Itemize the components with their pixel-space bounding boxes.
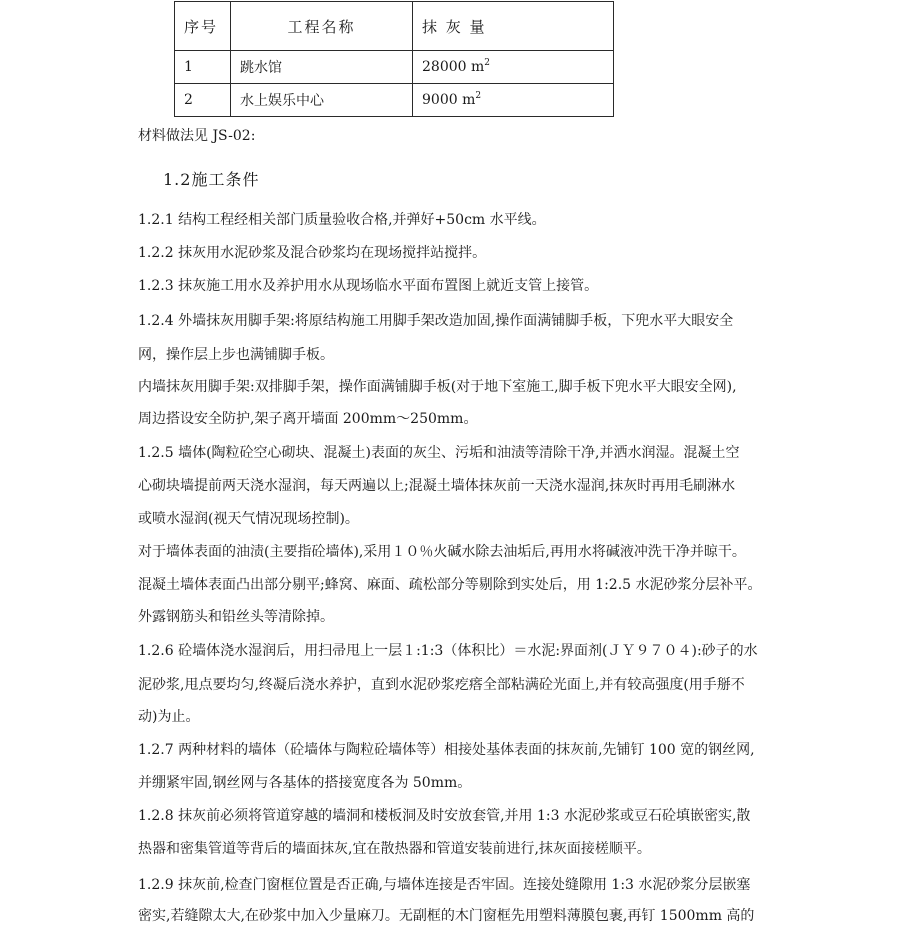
- section-heading: 1.2施工条件: [163, 170, 260, 189]
- text-line: 1.2.7 两种材料的墙体（砼墙体与陶粒砼墙体等）相接处基体表面的抹灰前,先铺钉 100 宽的钢丝网,: [138, 742, 755, 758]
- text-line: 网，操作层上步也满铺脚手板。: [138, 347, 334, 363]
- unit-superscript: 2: [484, 58, 490, 68]
- text-line: 1.2.8 抹灰前必须将管道穿越的墙洞和楼板洞及时安放套管,并用 1:3 水泥砂浆或豆石砼填嵌密实,散: [138, 808, 751, 824]
- amount-value: 28000 m: [422, 59, 485, 75]
- text-line: 1.2.4 外墙抹灰用脚手架:将原结构施工用脚手架改造加固,操作面满铺脚手板，下兜水平大眼安全: [138, 313, 734, 329]
- text-line: 热器和密集管道等背后的墙面抹灰,宜在散热器和管道安装前进行,抹灰面接槎顺平。: [138, 841, 651, 857]
- text-line: 并绷紧牢固,钢丝网与各基体的搭接宽度各为 50mm。: [138, 775, 472, 791]
- row-index: 2: [175, 84, 231, 117]
- unit-superscript: 2: [475, 91, 482, 101]
- header-index: 序号: [175, 2, 231, 51]
- text-line: 1.2.3 抹灰施工用水及养护用水从现场临水平面布置图上就近支管上接管。: [138, 278, 599, 294]
- header-plaster-amount: 抹 灰 量: [413, 2, 614, 51]
- row-project-name: 水上娱乐中心: [231, 84, 413, 117]
- row-project-name: 跳水馆: [231, 51, 413, 84]
- text-line: 内墙抹灰用脚手架:双排脚手架，操作面满铺脚手板(对于地下室施工,脚手板下兜水平大眼安全网),: [138, 379, 737, 395]
- row-plaster-amount: [413, 51, 614, 84]
- text-line: 混凝土墙体表面凸出部分剔平;蜂窝、麻面、疏松部分等剔除到实处后，用 1:2.5 水泥砂浆分层补平。: [138, 577, 762, 593]
- text-line: 密实,若缝隙太大,在砂浆中加入少量麻刀。无副框的木门窗框先用塑料薄膜包裹,再钉 1500mm 高的: [138, 908, 755, 924]
- table-header-row: [175, 2, 614, 51]
- text-line: 1.2.1 结构工程经相关部门质量验收合格,并弹好+50cm 水平线。: [138, 212, 546, 228]
- table-row: [175, 84, 614, 117]
- text-line: 对于墙体表面的油渍(主要指砼墙体),采用１０％火碱水除去油垢后,再用水将碱液冲洗干净并晾干。: [138, 544, 746, 560]
- text-line: 泥砂浆,甩点要均匀,终凝后浇水养护，直到水泥砂浆疙瘩全部粘满砼光面上,并有较高强度(用手掰不: [138, 677, 745, 693]
- text-line: 心砌块墙提前两天浇水湿润，每天两遍以上;混凝土墙体抹灰前一天浇水湿润,抹灰时再用毛刷淋水: [138, 478, 736, 494]
- text-line: 或喷水湿润(视天气情况现场控制)。: [138, 511, 359, 527]
- plaster-quantity-table: [174, 1, 614, 117]
- text-line: 动)为止。: [138, 709, 200, 725]
- materials-note: 材料做法见 JS-02:: [138, 128, 256, 144]
- text-line: 1.2.9 抹灰前,检查门窗框位置是否正确,与墙体连接是否牢固。连接处缝隙用 1:3 水泥砂浆分层嵌塞: [138, 877, 751, 893]
- text-line: 周边搭设安全防护,架子离开墙面 200mm～250mm。: [138, 411, 478, 427]
- row-plaster-amount: [413, 84, 614, 117]
- row-index: 1: [175, 51, 231, 84]
- text-line: 外露钢筋头和铅丝头等清除掉。: [138, 609, 334, 625]
- table-row: [175, 51, 614, 84]
- amount-value: 9000 m: [422, 92, 476, 108]
- text-line: 1.2.5 墙体(陶粒砼空心砌块、混凝土)表面的灰尘、污垢和油渍等清除干净,并洒水润湿。混凝土空: [138, 445, 740, 461]
- text-line: 1.2.6 砼墙体浇水湿润后，用扫帚甩上一层１:1:3（体积比）＝水泥:界面剂(ＪＹ９７０４):砂子的水: [138, 643, 758, 659]
- header-project-name: 工程名称: [231, 2, 413, 51]
- text-line: 1.2.2 抹灰用水泥砂浆及混合砂浆均在现场搅拌站搅拌。: [138, 245, 487, 261]
